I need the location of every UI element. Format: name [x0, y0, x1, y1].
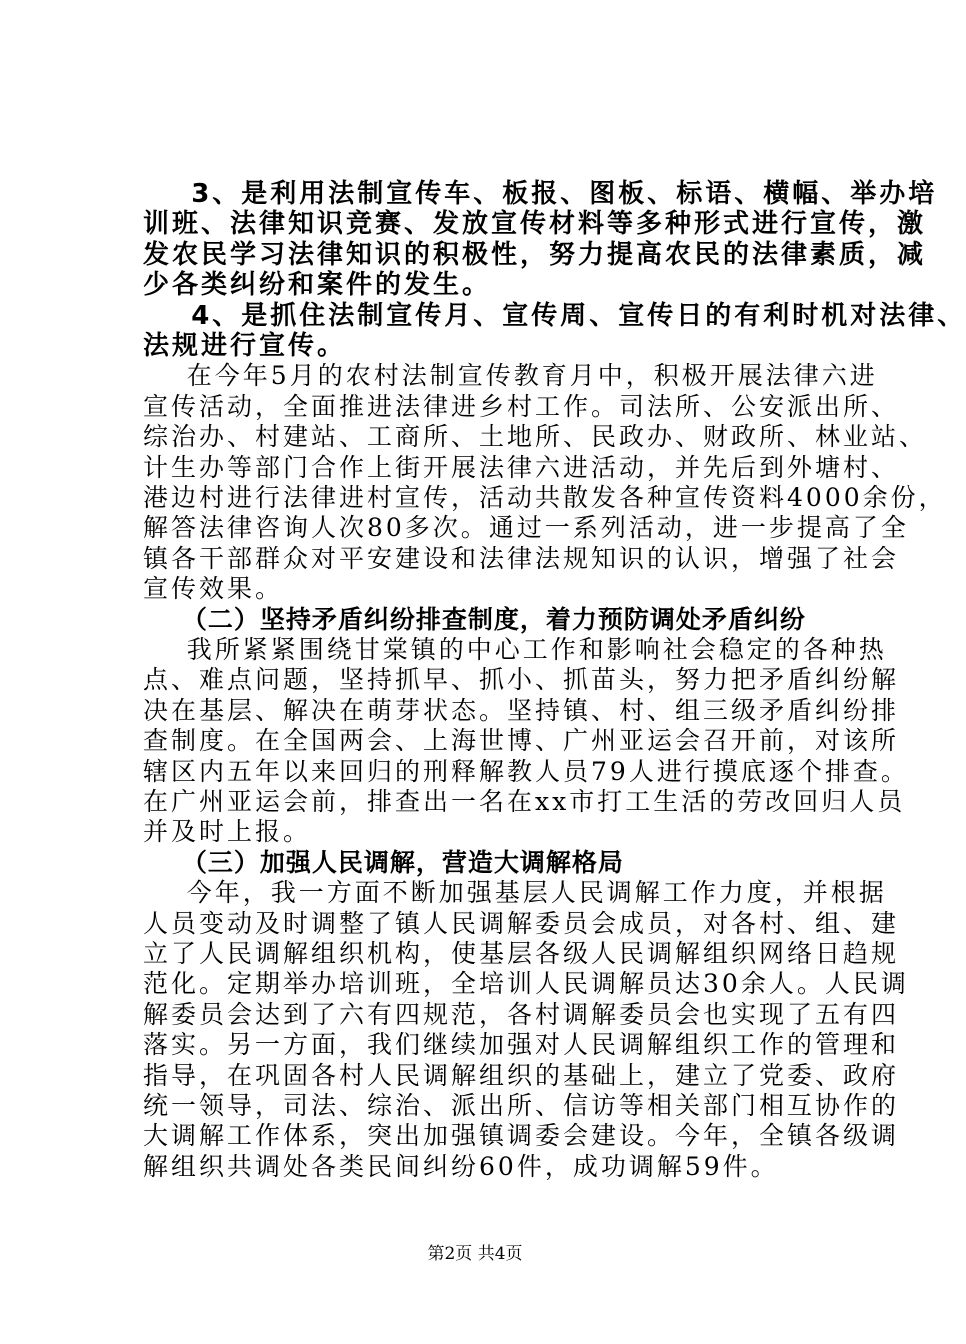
text-line: 大调解工作体系，突出加强镇调委会建设。今年，全镇各级调 — [143, 1121, 900, 1150]
text-line: 法规进行宣传。 — [143, 331, 347, 361]
text-line: 在今年5月的农村法制宣传教育月中，积极开展法律六进 — [143, 361, 878, 390]
page-footer: 第2页 共4页 — [427, 1244, 523, 1264]
text-line: 发农民学习法律知识的积极性，努力提高农民的法律素质，减 — [143, 240, 927, 270]
text-line: 统一领导，司法、综治、派出所、信访等相关部门相互协作的 — [143, 1091, 900, 1120]
text-line: 我所紧紧围绕甘棠镇的中心工作和影响社会稳定的各种热 — [143, 635, 887, 664]
text-line: 解委员会达到了六有四规范，各村调解委员会也实现了五有四 — [143, 1000, 900, 1029]
text-line: 并及时上报。 — [143, 817, 312, 846]
text-line: 人员变动及时调整了镇人民调解委员会成员，对各村、组、建 — [143, 909, 900, 938]
text-line: 3、是利用法制宣传车、板报、图板、标语、横幅、举办培 — [143, 179, 938, 209]
text-line: 宣传效果。 — [143, 574, 284, 603]
text-line: 计生办等部门合作上街开展法律六进活动，并先后到外塘村、 — [143, 453, 900, 482]
text-line: 训班、法律知识竞赛、发放宣传材料等多种形式进行宣传，激 — [143, 209, 927, 239]
section-heading: （三）加强人民调解，营造大调解格局 — [143, 848, 624, 877]
text-line: 立了人民调解组织机构，使基层各级人民调解组织网络日趋规 — [143, 939, 900, 968]
text-line: 综治办、村建站、工商所、土地所、民政办、财政所、林业站、 — [143, 422, 928, 451]
text-line: 辖区内五年以来回归的刑释解教人员79人进行摸底逐个排查。 — [143, 757, 909, 786]
text-line: 少各类纠纷和案件的发生。 — [143, 270, 492, 300]
text-line: 解答法律咨询人次80多次。通过一系列活动，进一步提高了全 — [143, 513, 909, 542]
text-line: 点、难点问题，坚持抓早、抓小、抓苗头，努力把矛盾纠纷解 — [143, 665, 900, 694]
text-line: 今年，我一方面不断加强基层人民调解工作力度，并根据 — [143, 878, 887, 907]
text-line: 指导，在巩固各村人民调解组织的基础上，建立了党委、政府 — [143, 1061, 900, 1090]
text-line: 宣传活动，全面推进法律进乡村工作。司法所、公安派出所、 — [143, 392, 900, 421]
section-heading: （二）坚持矛盾纠纷排查制度，着力预防调处矛盾纠纷 — [143, 605, 806, 634]
text-line: 查制度。在全国两会、上海世博、广州亚运会召开前，对该所 — [143, 726, 900, 755]
text-line: 4、是抓住法制宣传月、宣传周、宣传日的有利时机对法律、 — [143, 301, 966, 331]
text-line: 镇各干部群众对平安建设和法律法规知识的认识，增强了社会 — [143, 544, 900, 573]
text-line: 决在基层、解决在萌芽状态。坚持镇、村、组三级矛盾纠纷排 — [143, 696, 900, 725]
text-line: 落实。另一方面，我们继续加强对人民调解组织工作的管理和 — [143, 1030, 900, 1059]
text-line: 解组织共调处各类民间纠纷60件，成功调解59件。 — [143, 1152, 779, 1181]
text-line: 港边村进行法律进村宣传，活动共散发各种宣传资料4000余份， — [143, 483, 947, 512]
text-line: 在广州亚运会前，排查出一名在xx市打工生活的劳改回归人员 — [143, 787, 906, 816]
text-line: 范化。定期举办培训班，全培训人民调解员达30余人。人民调 — [143, 969, 909, 998]
